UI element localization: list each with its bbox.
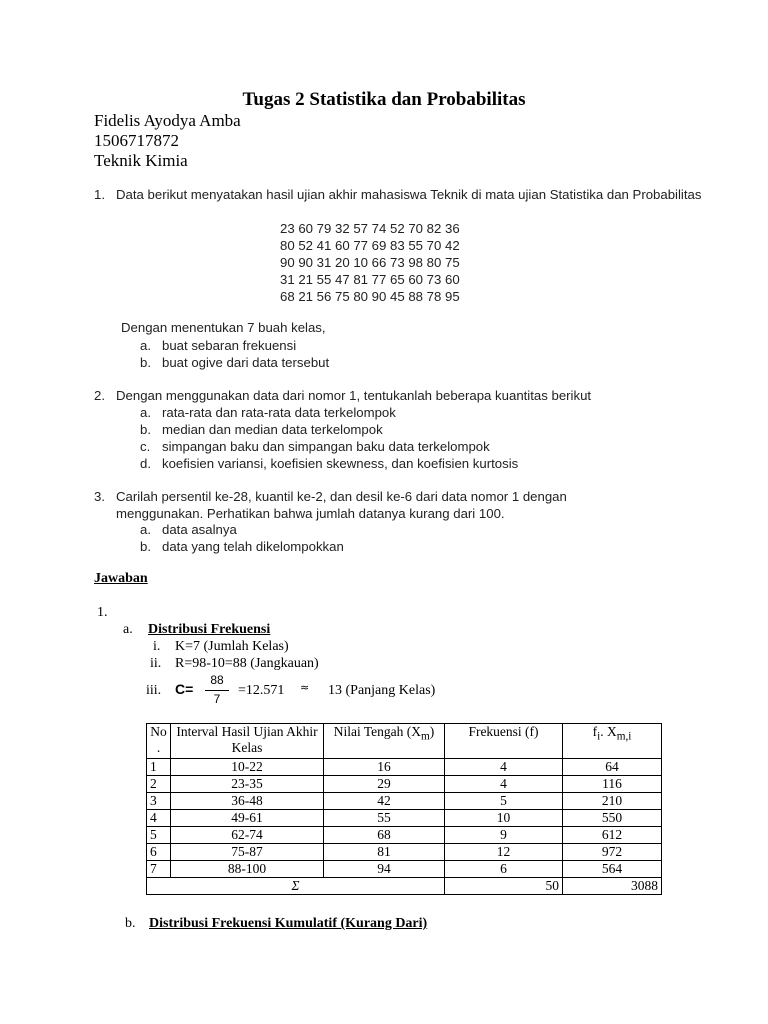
table-row	[147, 776, 662, 793]
answer-b-title: Distribusi Frekuensi Kumulatif (Kurang Dari)	[149, 916, 428, 931]
question-3-text: Carilah persentil ke-28, kuantil ke-2, dan desil ke-6 dari data nomor 1 dengan menggunakan. Perhatikan bahwa jumlah datanya kurang dari 100.	[116, 489, 567, 521]
list-item: d. koefisien variansi, koefisien skewness, dan koefisien kurtosis	[140, 456, 519, 471]
fraction-bar	[205, 690, 229, 691]
raw-data-block	[280, 220, 460, 305]
student-id: 1506717872	[94, 131, 179, 150]
table-total-row	[147, 878, 662, 895]
header-interval: Interval Hasil Ujian Akhir Kelas	[171, 724, 324, 759]
answer-number: 1.	[97, 605, 108, 620]
table-header-row	[147, 724, 662, 759]
cell-frequency: 4	[445, 759, 563, 776]
table-row	[147, 810, 662, 827]
cell-product: 550	[563, 810, 662, 827]
cell-midpoint: 42	[324, 793, 445, 810]
cell-product: 564	[563, 861, 662, 878]
cell-no: 6	[147, 844, 171, 861]
formula-rounded: 13 (Panjang Kelas)	[328, 683, 436, 698]
step-text: K=7 (Jumlah Kelas)	[175, 639, 289, 654]
step-label: ii.	[150, 656, 162, 671]
cell-interval: 75-87	[171, 844, 324, 861]
question-2-text: Dengan menggunakan data dari nomor 1, tentukanlah beberapa kuantitas berikut	[116, 388, 592, 403]
cell-midpoint: 16	[324, 759, 445, 776]
cell-frequency: 5	[445, 793, 563, 810]
fraction-denominator: 7	[213, 692, 221, 706]
list-item: b. data yang telah dikelompokkan	[140, 539, 344, 554]
approx-symbol: ≈	[300, 681, 310, 694]
list-item: b. buat ogive dari data tersebut	[140, 355, 330, 370]
list-item: b. median dan median data terkelompok	[140, 422, 383, 437]
data-row: 90 90 31 20 10 66 73 98 80 75	[280, 255, 460, 270]
header-product: $f_i$. $X_{m,i}$	[563, 724, 662, 759]
cell-interval: 62-74	[171, 827, 324, 844]
sigma-symbol: Σ	[147, 878, 445, 895]
answer-b-label: b.	[125, 916, 136, 931]
question-1-items	[140, 337, 540, 371]
cell-no: 1	[147, 759, 171, 776]
answer-heading: Jawaban	[94, 571, 148, 586]
cell-interval: 49-61	[171, 810, 324, 827]
list-item: a. buat sebaran frekuensi	[140, 338, 297, 353]
cell-frequency: 4	[445, 776, 563, 793]
answer-a-title: Distribusi Frekuensi	[148, 622, 271, 637]
cell-no: 2	[147, 776, 171, 793]
list-item: c. simpangan baku dan simpangan baku data terkelompok	[140, 439, 490, 454]
cell-midpoint: 68	[324, 827, 445, 844]
question-2	[94, 387, 714, 404]
table-row	[147, 759, 662, 776]
header-no: No .	[147, 724, 171, 759]
list-item: a. data asalnya	[140, 522, 237, 537]
table-row	[147, 827, 662, 844]
cell-product: 116	[563, 776, 662, 793]
step-text: R=98-10=88 (Jangkauan)	[175, 656, 319, 671]
header-frequency: Frekuensi (f)	[445, 724, 563, 759]
cell-interval: 88-100	[171, 861, 324, 878]
total-product: 3088	[563, 878, 662, 895]
data-row: 23 60 79 32 57 74 52 70 82 36	[280, 221, 460, 236]
question-1-text: Data berikut menyatakan hasil ujian akhir mahasiswa Teknik di mata ujian Statistika dan Probabilitas	[116, 187, 702, 202]
cell-midpoint: 81	[324, 844, 445, 861]
data-row: 80 52 41 60 77 69 83 55 70 42	[280, 238, 460, 253]
formula-variable: C=	[175, 681, 194, 697]
author-name: Fidelis Ayodya Amba	[94, 111, 241, 130]
cell-frequency: 10	[445, 810, 563, 827]
question-1-intro: Dengan menentukan 7 buah kelas,	[121, 320, 326, 335]
step-label: iii.	[146, 683, 162, 698]
cell-midpoint: 55	[324, 810, 445, 827]
cell-interval: 36-48	[171, 793, 324, 810]
table-row	[147, 861, 662, 878]
cell-midpoint: 29	[324, 776, 445, 793]
study-program: Teknik Kimia	[94, 151, 188, 170]
cell-interval: 10-22	[171, 759, 324, 776]
cell-frequency: 6	[445, 861, 563, 878]
question-2-items	[140, 404, 640, 472]
question-3	[94, 488, 594, 522]
list-item: a. rata-rata dan rata-rata data terkelompok	[140, 405, 396, 420]
question-1-number: 1.	[94, 187, 105, 202]
formula-result: =12.571	[238, 683, 285, 698]
cell-product: 972	[563, 844, 662, 861]
cell-interval: 23-35	[171, 776, 324, 793]
header-midpoint: Nilai Tengah $(X_m)$	[324, 724, 445, 759]
fraction-numerator: 88	[210, 673, 224, 687]
document-title: Tugas 2 Statistika dan Probabilitas	[242, 89, 526, 110]
cell-product: 612	[563, 827, 662, 844]
answer-a-label: a.	[123, 622, 133, 637]
table-row	[147, 844, 662, 861]
cell-frequency: 12	[445, 844, 563, 861]
cell-midpoint: 94	[324, 861, 445, 878]
cell-frequency: 9	[445, 827, 563, 844]
question-3-number: 3.	[94, 489, 105, 504]
question-1	[94, 186, 714, 203]
question-2-number: 2.	[94, 388, 105, 403]
cell-no: 3	[147, 793, 171, 810]
data-row: 31 21 55 47 81 77 65 60 73 60	[280, 272, 460, 287]
cell-no: 7	[147, 861, 171, 878]
cell-product: 210	[563, 793, 662, 810]
total-frequency: 50	[445, 878, 563, 895]
frequency-table	[146, 723, 662, 895]
cell-no: 4	[147, 810, 171, 827]
table-row	[147, 793, 662, 810]
data-row: 68 21 56 75 80 90 45 88 78 95	[280, 289, 460, 304]
cell-product: 64	[563, 759, 662, 776]
cell-no: 5	[147, 827, 171, 844]
step-label: i.	[153, 639, 161, 654]
question-3-items	[140, 521, 540, 555]
